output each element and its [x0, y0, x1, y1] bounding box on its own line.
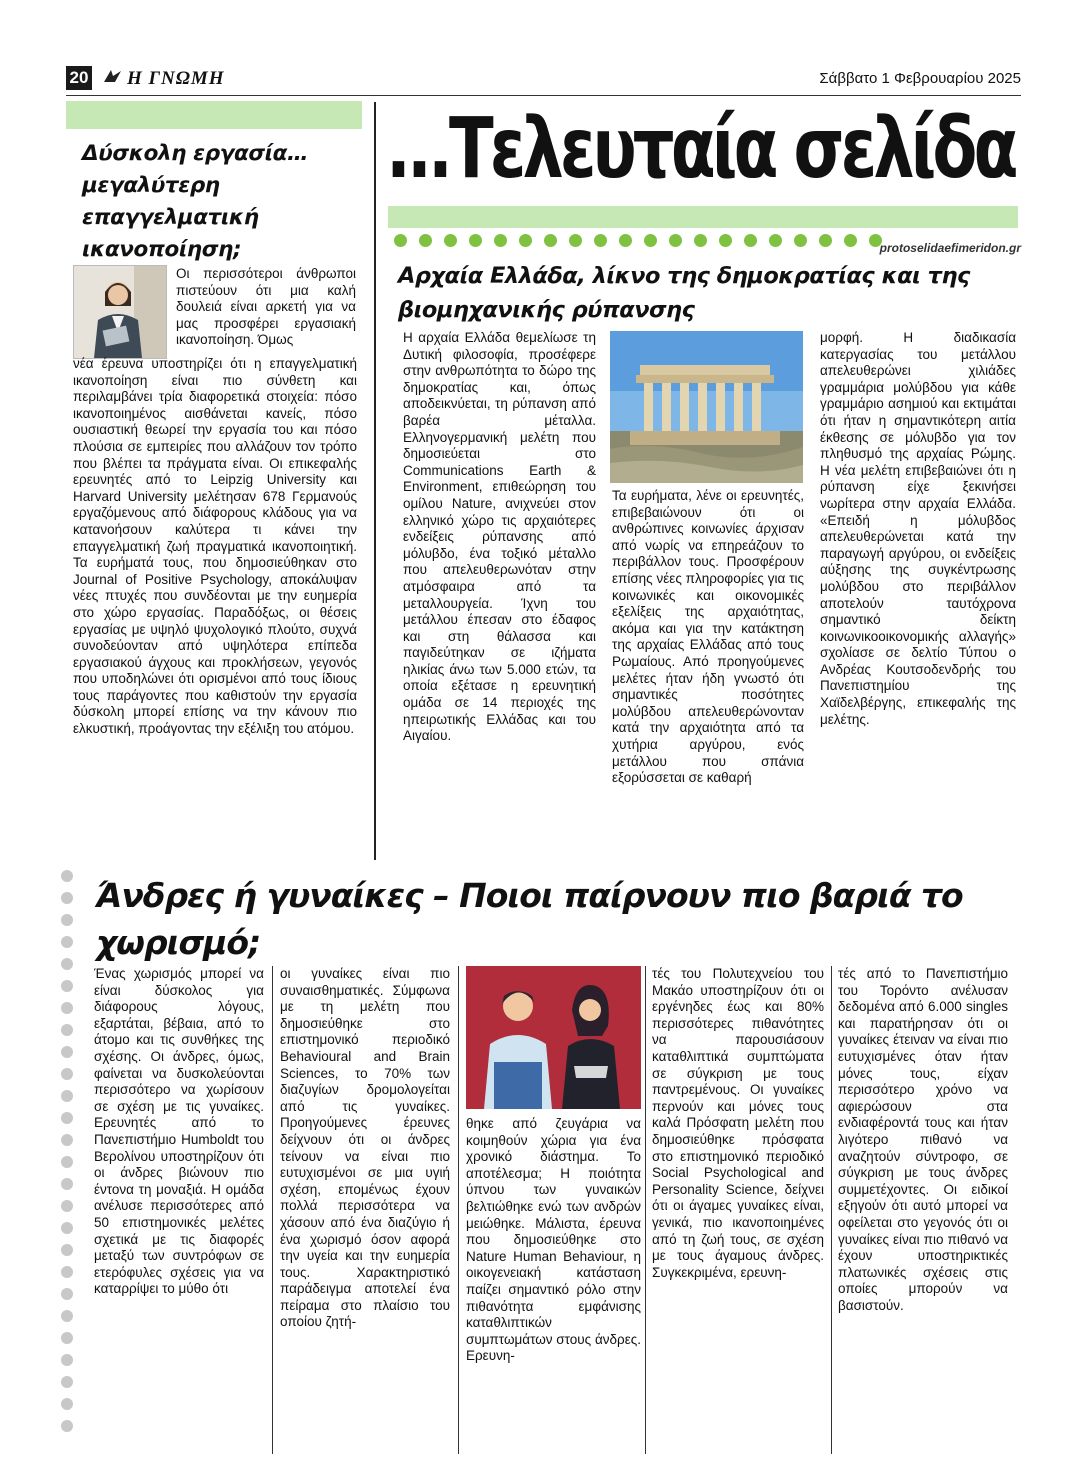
bottom-col-divider [645, 966, 646, 1454]
article-mid-col2: Τα ευρήματα, λένε οι ερευνητές, επιβεβαιώνουν ότι οι ανθρώπινες κοινωνίες άρχισαν από νωρίς να επηρεάζουν το περιβάλλον τους. Προσφέρουν επίσης νέες πληροφορίες για τις κοινωνικές και οικονομικές εξελίξεις της αρχαιότητας, ακόμα και για την κατάκτηση της αρχαίας Ελλάδας από τους Ρωμαίους. Από προηγούμενες μελέτες ήταν ήδη γνωστό ότι σημαντικές ποσότητες μολύβδου απελευθερώνονταν κατά την αρχαιότητα από τα χυτήρια αργύρου, ενός μετάλλου που σπάνια εξορύσσεται σε καθαρή [612, 488, 804, 786]
bottom-col-divider [458, 966, 459, 1454]
article-bottom-col3: θηκε από ζευγάρια να κοιμηθούν χώρια για ένα χρονικό διάστημα. Το αποτέλεσμα; Η ποιότητα ύπνου των γυναικών βελτιώθηκε ενώ των ανδρών μειώθηκε. Μάλιστα, έρευνα που δημοσιεύθηκε στο Nature Human Behaviour, η οικογενειακή κατάσταση παίζει σημαντικό ρόλο στην πιθανότητα εμφάνισης καταθλιπτικών συμπτωμάτων στους άνδρες. Ερευνη- [466, 1116, 641, 1364]
article-left-intro: Οι περισσότεροι άνθρωποι πιστεύουν ότι μια καλή δουλειά είναι αρκετή για να μας προσφέρει εργασιακή ικανοποίηση. Όμως [176, 266, 356, 348]
erechtheion-photo [610, 331, 803, 483]
article-mid-col1: Η αρχαία Ελλάδα θεμελίωσε τη Δυτική φιλοσοφία, προσέφερε στην ανθρωπότητα το δώρο της δημοκρατίας και, όπως αποδεικνύεται, τη ρύπανση από βαρέα μέταλλα. Ελληνογερμανική μελέτη που δημοσιεύεται στο Communications Earth & Environment, επιθεώρηση του ομίλου Nature, ανιχνεύει στον ελληνικό χώρο τις αρχαιότερες ενδείξεις ρύπανσης από μόλυβδο, ένα τοξικό μέταλλο που απελευθερωνόταν στην ατμόσφαιρα από τα μεταλλουργεία. Ίχνη του μετάλλου έπεσαν στο έδαφος και στη θάλασσα και παγιδεύτηκαν σε ιζήματα ηλικίας άνω των 5.000 ετών, τα οποία εξέτασε η ερευνητική ομάδα σε 14 περιοχές της ηπειρωτικής Ελλάδας και του Αιγαίου. [403, 330, 596, 744]
article-left-title: Δύσκολη εργασία… μεγαλύτερη επαγγελματική ικανοποίηση; [82, 141, 309, 262]
article-bottom-col5: τές από το Πανεπιστήμιο του Τορόντο ανέλυσαν δεδομένα από 6.000 singles και παρατήρησαν ότι οι γυναίκες έτειναν να είναι πιο ευτυχισμένες όταν ήταν μόνες τους, είχαν περισσότερο χρόνο να αφιερώσουν στα ενδιαφέροντά τους και ήταν λιγότερο πιθανό να αναζητούν σύντροφο, σε σύγκριση με τους άνδρες συμμετέχοντες. Οι ειδικοί εξηγούν ότι αυτό μπορεί να οφείλεται στο γεγονός ότι οι γυναίκες είναι πιο πιθανό να έχουν υποστηρικτικές πλατωνικές σχέσεις στις οποίες μπορούν να βασιστούν. [838, 966, 1008, 1313]
article-left-body-top [176, 266, 356, 349]
businesswoman-photo [73, 265, 167, 359]
page-number: 20 [66, 66, 92, 90]
article-mid-col3: μορφή. Η διαδικασία κατεργασίας του μετάλλου απελευθερώνει χιλιάδες γραμμάρια μολύβδου για κάθε γραμμάριο ασημιού και εκτιμάται ότι ήταν η σημαντικότερη αιτία έκθεσης σε μόλυβδο για τον πληθυσμό της αρχαίας Ρώμης. Η νέα μελέτη επιβεβαιώνει ότι η ρύπανση είχε ξεκινήσει νωρίτερα στην αρχαία Ελλάδα. «Επειδή η μόλυβδος απελευθερώνεται κατά την παραγωγή αργύρου, οι ενδείξεις αύξησης της συγκέντρωσης μολύβδου στο περιβάλλον αποτελούν ταυτόχρονα σημαντικό δείκτη κοινωνικοοικονομικής αλλαγής» σχολίασε σε δελτίο Τύπου ο Ανδρέας Κουτσοδενδρής του Πανεπιστημίου της Χαϊδελβέργης, επικεφαλής της μελέτης. [820, 330, 1016, 727]
issue-date: Σάββατο 1 Φεβρουαρίου 2025 [819, 70, 1021, 87]
article-left-body: νέα έρευνα υποστηρίζει ότι η επαγγελματική ικανοποίηση είναι πιο σύνθετη και περιλαμβάνει τρία διαφορετικά στοιχεία: πόσο ικανοποιημένος αισθάνεται κανείς, πόσο ουσιαστική θεωρεί την εργασία του και πόσο πλούσια σε εμπειρίες που αλλάζουν τον τρόπο που βλέπει τα πράγματα είναι. Οι επικεφαλής ερευνητές από το Leipzig University και Harvard University μελέτησαν 678 Γερμανούς εργαζόμενους από διάφορους κλάδους για να κατανοήσουν καλύτερα τι κάνει την επαγγελματική ζωή πραγματικά ικανοποιητική. Τα ευρήματά τους, που δημοσιεύθηκαν στο Journal of Positive Psychology, αποκάλυψαν νέες πτυχές που συνδέονται με την ευημερία στο χώρο εργασίας. Παραδόξως, οι θέσεις εργασίας με υψηλό ψυχολογικό πλούτο, συχνά συνοδεύονταν από υψηλότερα επίπεδα εργασιακού άγχους και προκλήσεων, γεγονός που υποδηλώνει ότι ορισμένοι από τους ίδιους τους παράγοντες που καθιστούν την εργασία δύσκολη μπορεί επίσης να την κάνουν πιο ελκυστική, προάγοντας την εξέλιξη του ατόμου. [73, 356, 357, 737]
article-bottom-col4: τές του Πολυτεχνείου του Μακάο υποστηρίζουν ότι οι εργένηδες έως και 80% περισσότερες πιθανότητες να παρουσιάσουν καταθλιπτικά συμπτώματα σε σύγκριση με τους παντρεμένους. Οι γυναίκες περνούν και μόνες τους καλά Πρόσφατη μελέτη που δημοσιεύθηκε πρόσφατα στο επιστημονικό περιοδικό Social Psychological and Personality Science, δείχνει ότι οι άγαμες γυναίκες είναι, γενικά, πιο ικανοποιημένες από τη ζωή τους, σε σχέση με τους άγαμους άνδρες. Συγκεκριμένα, ερευνη- [652, 966, 824, 1280]
newspaper-brand [103, 68, 225, 90]
bottom-col-divider [272, 966, 273, 1454]
column-divider [374, 102, 376, 860]
left-accent-bar [66, 101, 362, 129]
bottom-dot-column [61, 870, 75, 1442]
dot-row [388, 232, 908, 252]
article-bottom-col2: οι γυναίκες είναι πιο συναισθηματικές. Σύμφωνα με τη μελέτη που δημοσιεύθηκε στο επιστημονικό περιοδικό Behavioural and Brain Sciences, το 70% των διαζυγίων δρομολογείται από τις γυναίκες. Προηγούμενες έρευνες δείχνουν ότι οι άνδρες τείνουν να είναι πιο ευτυχισμένοι σε μια υγιή σχέση, επομένως έχουν πολλά περισσότερα να χάσουν από ένα διαζύγιο ή ένα χωρισμό όσον αφορά την υγεία και την ευημερία τους. Χαρακτηριστικό παράδειγμα αποτελεί ένα πείραμα στο πλαίσιο του οποίου ζητή- [280, 966, 450, 1330]
article-mid-title: Αρχαία Ελλάδα, λίκνο της δημοκρατίας και της βιομηχανικής ρύπανσης [398, 263, 970, 323]
bird-logo-icon [103, 68, 123, 90]
article-bottom-title: Άνδρες ή γυναίκες – Ποιοι παίρνουν πιο βαριά το χωρισμό; [96, 876, 963, 962]
brand-name: Η ΓΝΩΜΗ [127, 68, 225, 89]
couple-illustration [466, 966, 641, 1109]
source-site: protoselidaefimeridon.gr [879, 241, 1021, 255]
section-title: ...Τελευταία σελίδα [386, 99, 1015, 197]
title-accent-bar [388, 206, 1018, 228]
article-bottom-col1: Ένας χωρισμός μπορεί να είναι δύσκολος για διάφορους λόγους, εξαρτάται, βέβαια, από το άτομο και τις συνθήκες της σχέσης. Οι άνδρες, όμως, φαίνεται να δυσκολεύονται περισσότερο να χωρίσουν σε σχέση με τις γυναίκες. Ερευνητές από το Πανεπιστήμιο Humboldt του Βερολίνου υποστηρίζουν ότι οι άνδρες βιώνουν πιο έντονα τη μοναξιά. Η ομάδα ανέλυσε περισσότερες από 50 επιστημονικές μελέτες σχετικά με τις διαφορές μεταξύ των συντρόφων σε ετερόφυλες σχέσεις για να καταρρίψει το μύθο ότι [94, 966, 264, 1297]
bottom-col-divider [831, 966, 832, 1454]
